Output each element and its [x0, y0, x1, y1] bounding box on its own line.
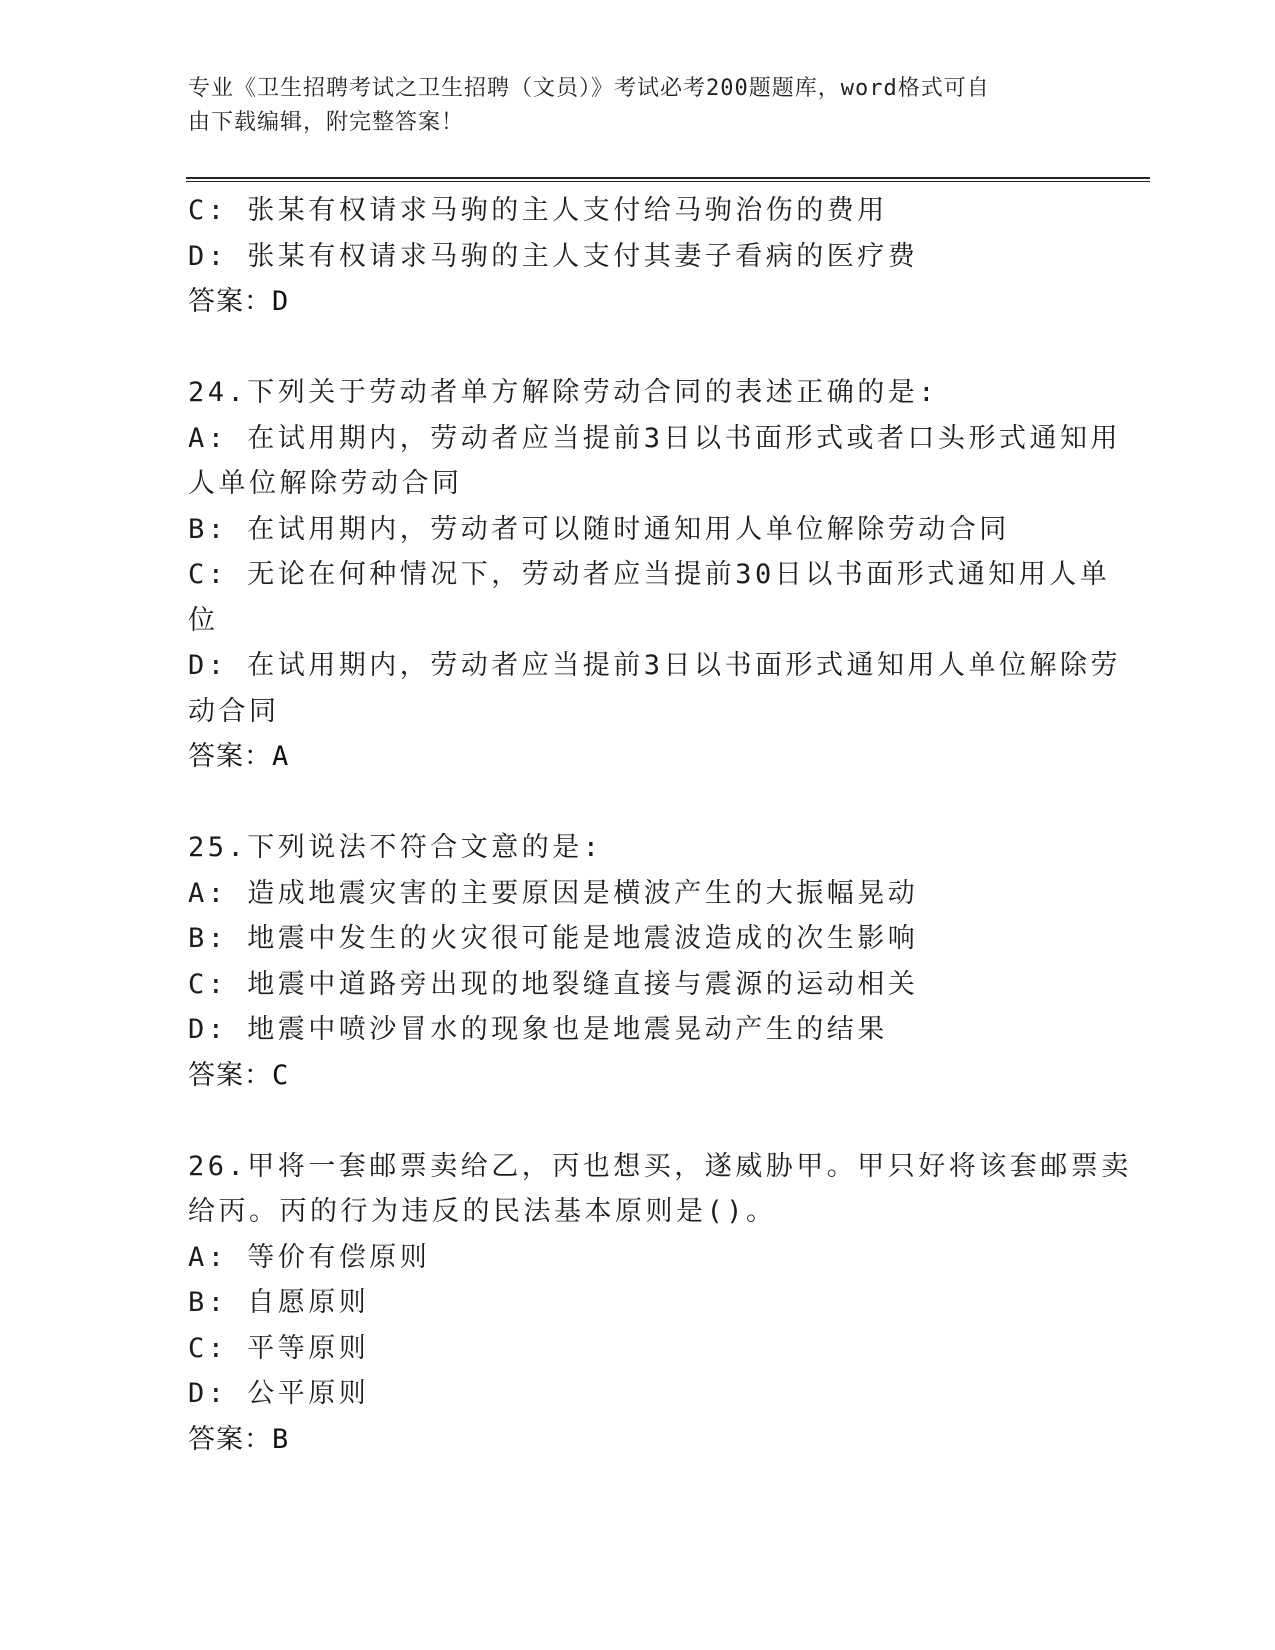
question-stem: 25.下列说法不符合文意的是:	[188, 832, 603, 863]
option-c-continuation: 位	[188, 604, 219, 636]
option-c: C: 地震中道路旁出现的地裂缝直接与震源的运动相关	[188, 968, 919, 1000]
question-stem: 24.下列关于劳动者单方解除劳动合同的表述正确的是:	[188, 377, 939, 408]
option-b: B: 地震中发生的火灾很可能是地震波造成的次生影响	[188, 923, 919, 954]
option-a-continuation: 人单位解除劳动合同	[188, 468, 463, 499]
option-c: C: 张某有权请求马驹的主人支付给马驹治伤的费用	[188, 195, 888, 226]
option-c: C: 平等原则	[188, 1332, 370, 1364]
option-d: D: 在试用期内，劳动者应当提前3日以书面形式通知用人单位解除劳	[188, 650, 1122, 681]
header-title-line-2: 由下载编辑，附完整答案！	[188, 110, 465, 135]
answer-line: 答案：C	[188, 1059, 290, 1091]
option-d: D: 张某有权请求马驹的主人支付其妻子看病的医疗费	[188, 240, 919, 272]
option-b: B: 在试用期内，劳动者可以随时通知用人单位解除劳动合同	[188, 513, 1010, 545]
question-block-24	[188, 370, 1122, 780]
option-d-continuation: 动合同	[188, 695, 280, 727]
option-c: C: 无论在何种情况下，劳动者应当提前30日以书面形式通知用人单	[188, 559, 1111, 590]
option-b: B: 自愿原则	[188, 1287, 370, 1318]
answer-line: 答案：A	[188, 741, 290, 772]
spacer	[188, 1098, 1088, 1144]
question-block-23	[188, 188, 1088, 325]
question-list	[188, 188, 1132, 1462]
option-a: A: 在试用期内，劳动者应当提前3日以书面形式或者口头形式通知用	[188, 422, 1122, 454]
option-a: A: 等价有偿原则	[188, 1241, 431, 1273]
answer-line: 答案：D	[188, 286, 290, 317]
header-rule-thin	[186, 181, 1150, 182]
option-d: D: 公平原则	[188, 1378, 370, 1409]
question-stem-continuation: 给丙。丙的行为违反的民法基本原则是()。	[188, 1196, 777, 1227]
option-a: A: 造成地震灾害的主要原因是横波产生的大振幅晃动	[188, 877, 919, 909]
question-block-26	[188, 1144, 1132, 1463]
question-block-25	[188, 825, 1088, 1098]
spacer	[188, 325, 1088, 371]
header-title-line-1: 专业《卫生招聘考试之卫生招聘（文员）》考试必考200题题库，word格式可自	[188, 76, 990, 101]
document-header	[188, 72, 1068, 140]
question-stem: 26.甲将一套邮票卖给乙，丙也想买，遂威胁甲。甲只好将该套邮票卖	[188, 1150, 1132, 1182]
answer-line: 答案：B	[188, 1423, 290, 1455]
option-d: D: 地震中喷沙冒水的现象也是地震晃动产生的结果	[188, 1014, 888, 1045]
header-rule-thick	[186, 177, 1150, 179]
spacer	[188, 780, 1088, 826]
